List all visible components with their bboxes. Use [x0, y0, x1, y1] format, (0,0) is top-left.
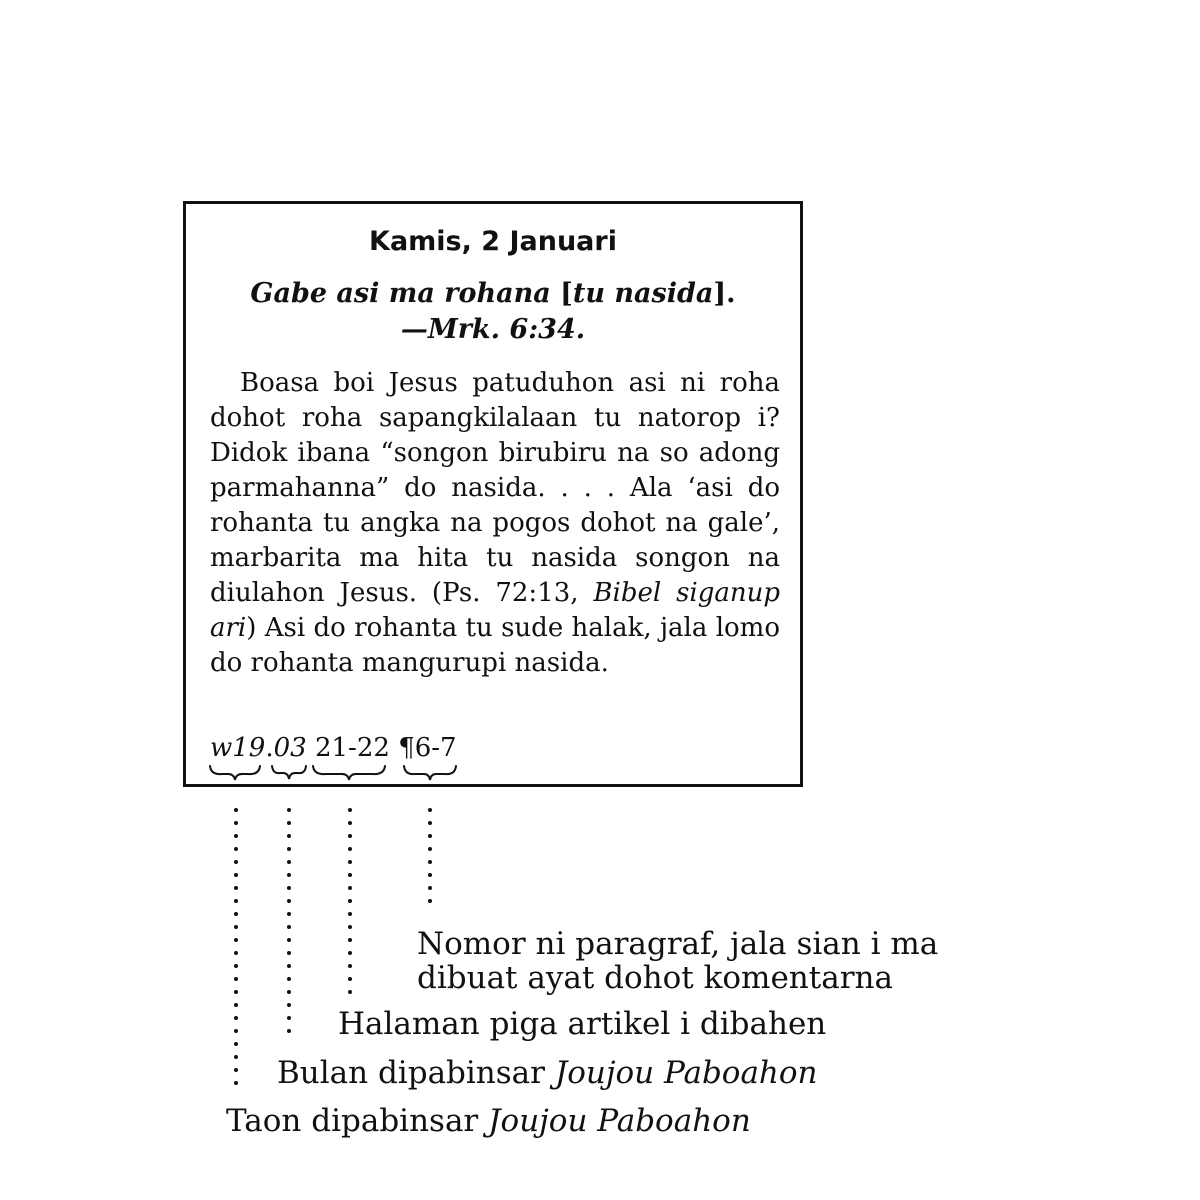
label-year-text: Taon dipabinsar — [226, 1103, 489, 1139]
theme-text-2: tu nasida — [572, 278, 714, 309]
label-month-title: Joujou Paboahon — [554, 1055, 818, 1091]
comment-text-part2: ) Asi do rohanta tu sude halak, jala lomo do rohanta mangurupi nasida. — [210, 613, 780, 678]
label-paragraph-line1: Nomor ni paragraf, jala sian i ma — [417, 926, 939, 962]
citation-dot: . — [265, 733, 274, 763]
label-paragraph-line2: dibuat ayat dohot komentarna — [417, 960, 893, 996]
citation-pages: 21-22 — [314, 733, 390, 763]
theme-text-1: Gabe asi ma rohana — [250, 278, 551, 309]
citation-paragraphs: ¶6-7 — [398, 733, 457, 763]
citation-month: 03 — [273, 733, 307, 763]
label-month — [277, 1056, 818, 1090]
label-year — [226, 1104, 751, 1138]
brace-month — [272, 766, 306, 779]
theme-bracket-close: ]. — [713, 278, 736, 309]
brace-pages — [313, 766, 385, 780]
brace-year — [210, 766, 260, 780]
label-month-text: Bulan dipabinsar — [277, 1055, 555, 1091]
citation-publication: w19 — [210, 733, 266, 763]
comment-bible-title: Bibel siganup ari — [210, 578, 781, 643]
comment-text-part1: Boasa boi Jesus patuduhon asi ni roha dohot roha sapangkilalaan tu natorop i? Didok ibana “songon birubiru na so adong parmahanna” do nasida. . . . Ala ‘asi do rohanta tu angka na pogos dohot na gale’, marbarita ma hita tu nasida songon na diulahon Jesus. (Ps. 72:13, — [210, 368, 780, 608]
label-page-text: Halaman piga artikel i dibahen — [338, 1006, 827, 1042]
brace-paragraph — [404, 766, 456, 780]
theme-bracket-open: [ — [550, 278, 573, 309]
label-page — [338, 1007, 826, 1041]
theme-reference: —Mrk. 6:34. — [400, 314, 586, 345]
card-date: Kamis, 2 Januari — [369, 226, 617, 257]
label-year-title: Joujou Paboahon — [488, 1103, 751, 1139]
label-paragraph-number — [417, 927, 938, 995]
